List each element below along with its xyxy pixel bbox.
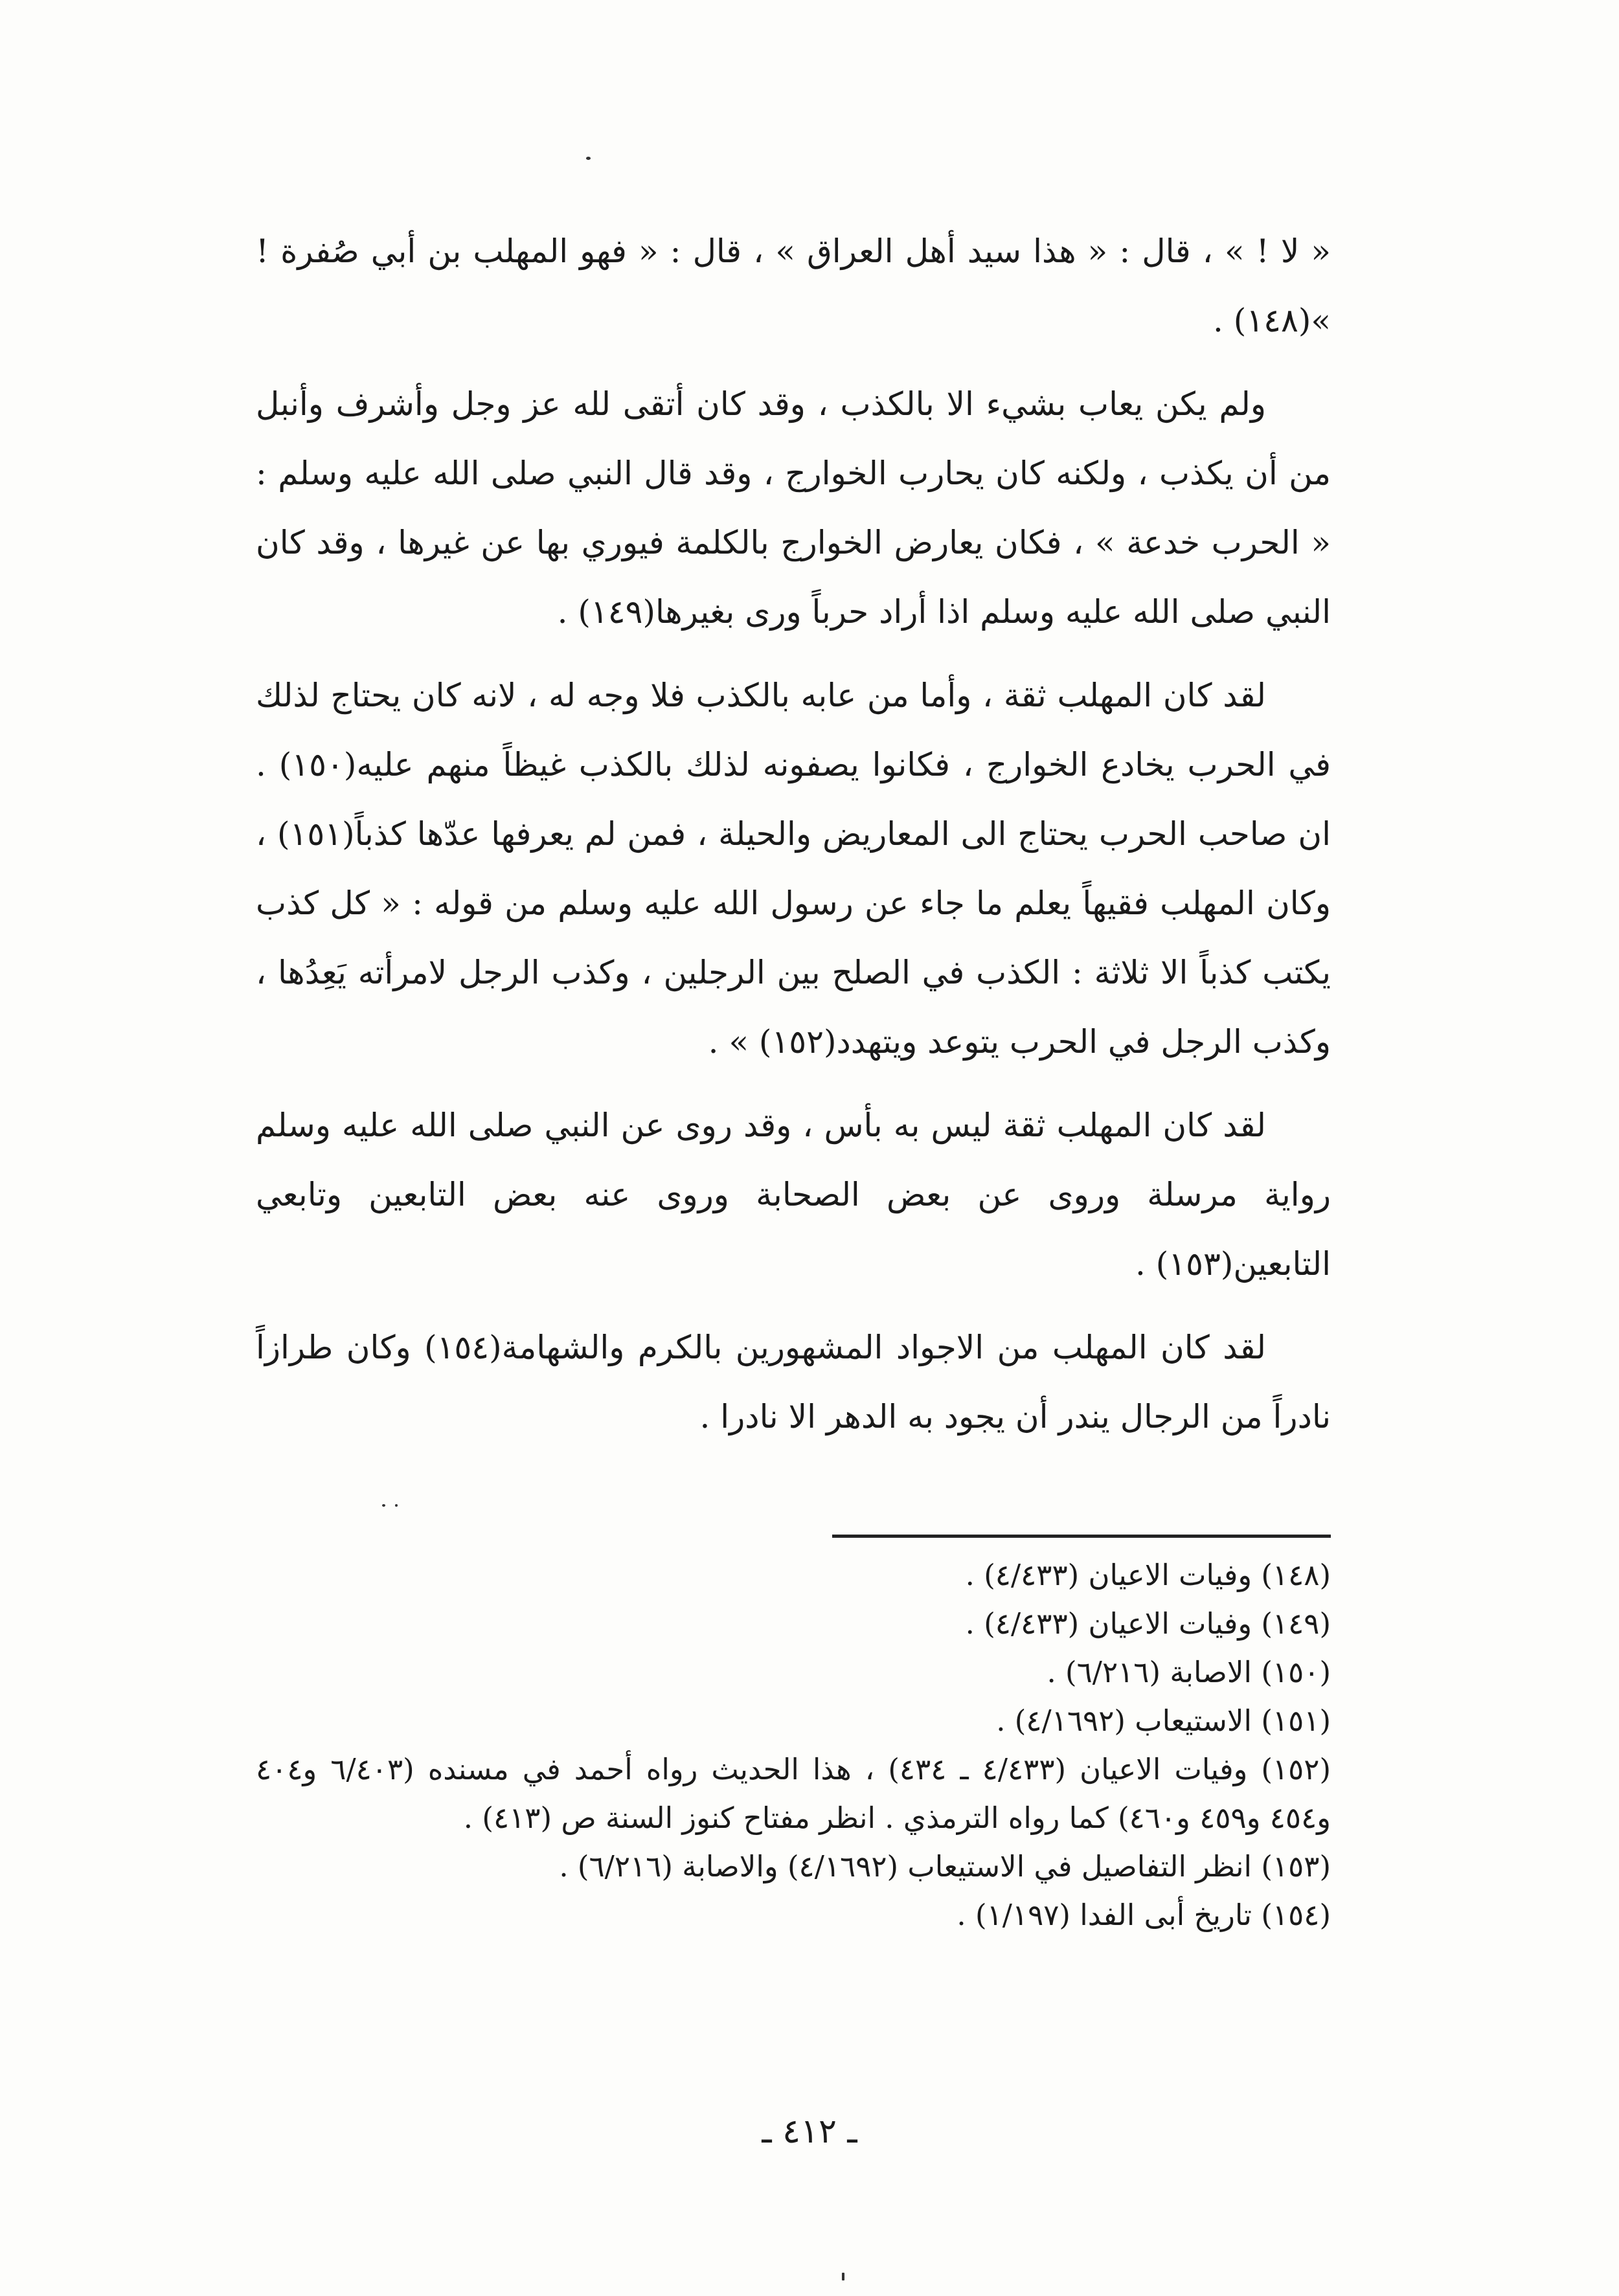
paragraph: لقد كان المهلب ثقة ، وأما من عابه بالكذب فلا وجه له ، لانه كان يحتاج لذلك في الحرب يخادع الخوارج ، فكانوا يصفونه لذلك بالكذب غيظاً منهم عليه(١٥٠) . ان صاحب الحرب يحتاج الى المعاريض والحيلة ، فمن لم يعرفها عدّها كذباً(١٥١) ، وكان المهلب فقيهاً يعلم ما جاء عن رسول الله عليه وسلم من قوله : « كل كذب يكتب كذباً الا ثلاثة : الكذب في الصلح بين الرجلين ، وكذب الرجل لامرأته يَعِدُها ، وكذب الرجل في الحرب يتوعد ويتهدد(١٥٢) » . bbox=[256, 677, 1331, 1061]
paragraph: ولم يكن يعاب بشيء الا بالكذب ، وقد كان أتقى لله عز وجل وأشرف وأنبل من أن يكذب ، ولكنه كان يحارب الخوارج ، وقد قال النبي صلى الله عليه وسلم : « الحرب خدعة » ، فكان يعارض الخوارج بالكلمة فيوري بها عن غيرها ، وقد كان النبي صلى الله عليه وسلم اذا أراد حرباً ورى بغيرها(١٤٩) . bbox=[256, 385, 1331, 631]
footnote: (١٥٢) وفيات الاعيان (٤/٤٣٣ ـ ٤٣٤) ، هذا الحديث رواه أحمد في مسنده (٦/٤٠٣ و٤٠٤ و٤٥٤ و٤٥٩ و٤٦٠) كما رواه الترمذي . انظر مفتاح كنوز السنة ص (٤١٣) . bbox=[256, 1752, 1331, 1835]
print-speck bbox=[842, 2273, 844, 2280]
paragraph: لقد كان المهلب من الاجواد المشهورين بالكرم والشهامة(١٥٤) وكان طرازاً نادراً من الرجال يندر أن يجود به الدهر الا نادرا . bbox=[256, 1329, 1331, 1435]
footnote: (١٥١) الاستيعاب (٤/١٦٩٢) . bbox=[996, 1704, 1331, 1738]
print-speck bbox=[395, 1504, 398, 1507]
paragraph: « لا ! » ، قال : « هذا سيد أهل العراق » ، قال : « فهو المهلب بن أبي صُفرة ! »(١٤٨) . bbox=[256, 232, 1331, 339]
print-speck bbox=[382, 1504, 385, 1507]
footnote-separator bbox=[832, 1535, 1331, 1538]
footnote: (١٥٠) الاصابة (٦/٢١٦) . bbox=[1047, 1655, 1331, 1689]
page-number: ـ ٤١٢ ـ bbox=[762, 2112, 857, 2151]
footnote: (١٤٩) وفيات الاعيان (٤/٤٣٣) . bbox=[965, 1606, 1331, 1641]
print-speck bbox=[586, 157, 591, 160]
paragraph: لقد كان المهلب ثقة ليس به بأس ، وقد روى عن النبي صلى الله عليه وسلم رواية مرسلة وروى عن بعض الصحابة وروى عنه بعض التابعين وتابعي التابعين(١٥٣) . bbox=[256, 1107, 1331, 1283]
main-text bbox=[256, 217, 1331, 1466]
footnote: (١٥٣) انظر التفاصيل في الاستيعاب (٤/١٦٩٢) والاصابة (٦/٢١٦) . bbox=[559, 1849, 1331, 1884]
footnote: (١٤٨) وفيات الاعيان (٤/٤٣٣) . bbox=[965, 1558, 1331, 1592]
footnote: (١٥٤) تاريخ أبى الفدا (١/١٩٧) . bbox=[957, 1898, 1331, 1932]
footnotes bbox=[256, 1551, 1331, 1939]
